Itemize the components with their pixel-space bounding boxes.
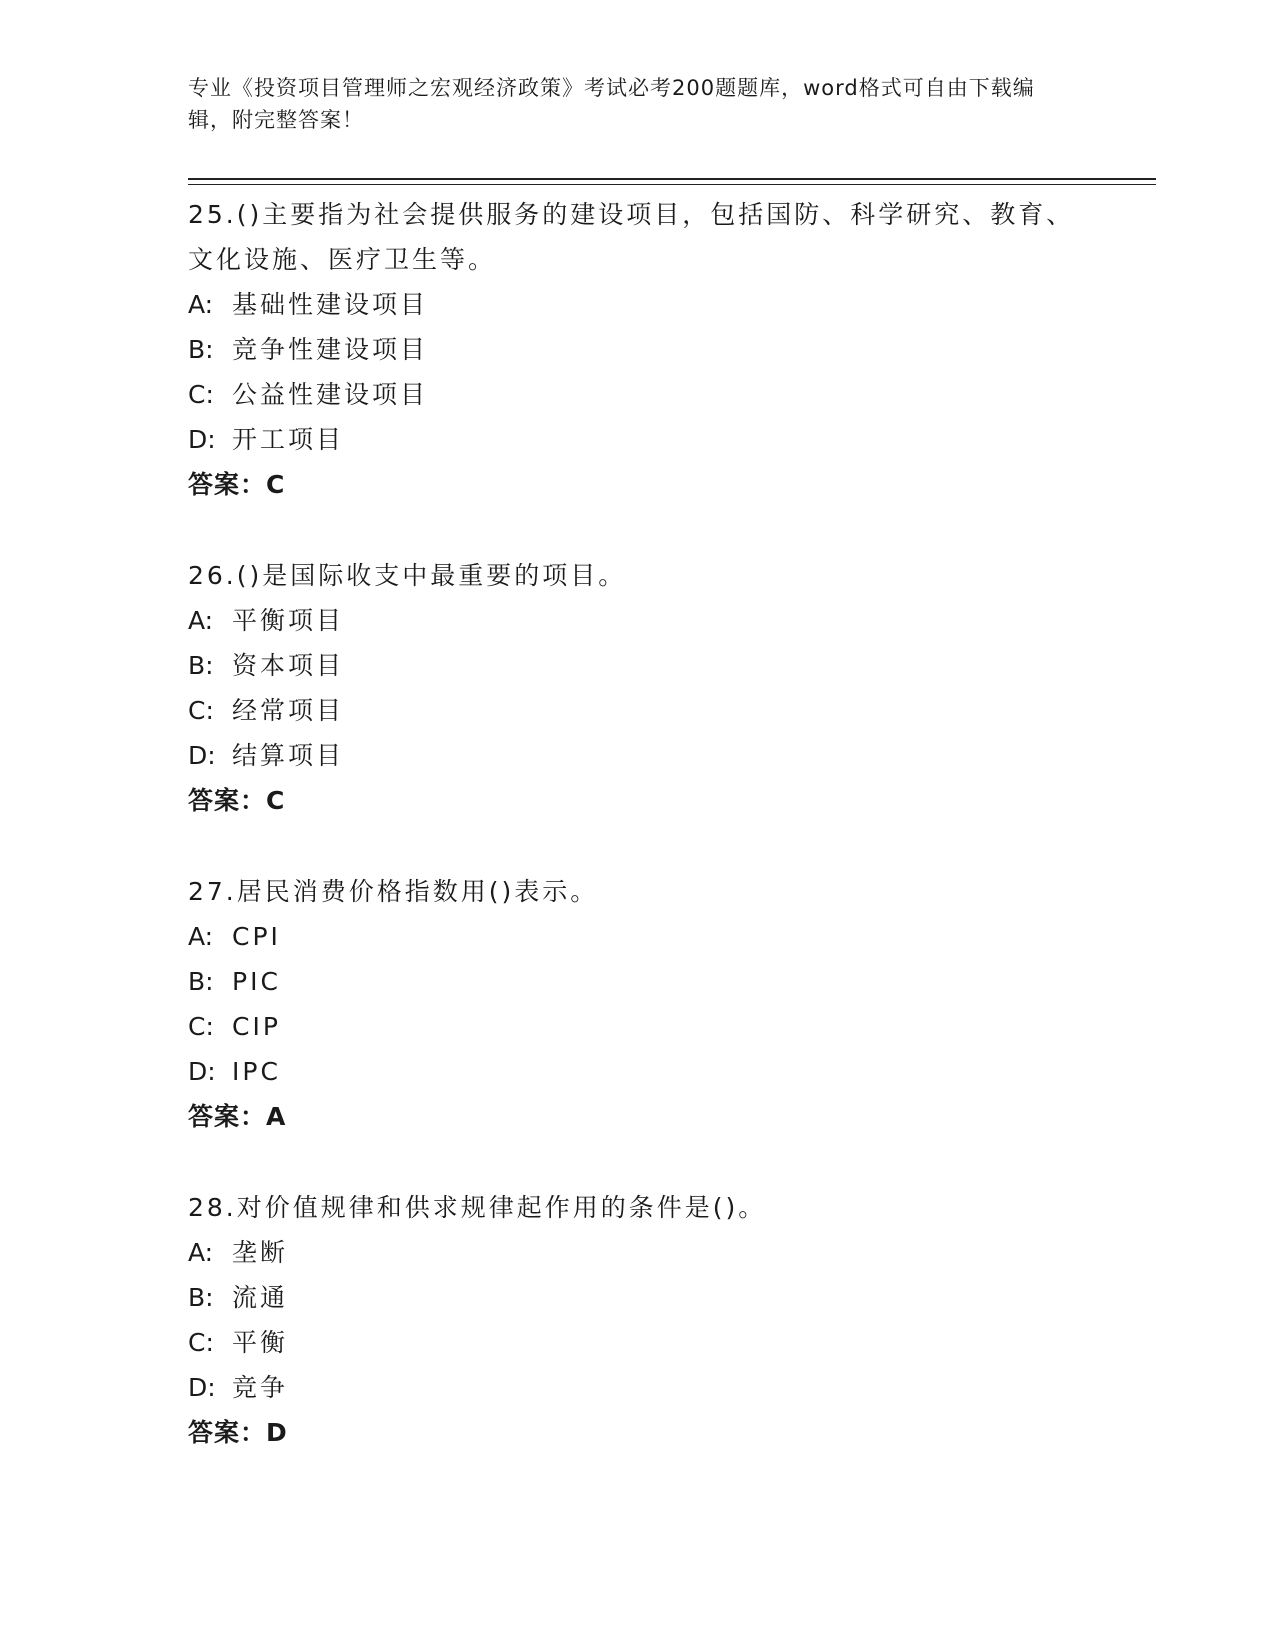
question-stem: 27.居民消费价格指数用()表示。 [188, 877, 599, 906]
option-key: D: [188, 1373, 216, 1402]
option-key: C: [188, 696, 214, 725]
answer-line: 答案：A [188, 1102, 287, 1131]
option-text: 结算项目 [232, 741, 345, 770]
header-rule-thick [188, 178, 1156, 180]
question-stem: 25.()主要指为社会提供服务的建设项目，包括国防、科学研究、教育、文化设施、医疗卫生等。 [188, 200, 1075, 274]
option-key: A: [188, 1238, 214, 1267]
option-text: 竞争 [232, 1373, 289, 1402]
option-c [188, 1320, 1088, 1365]
question-27 [188, 869, 1088, 1139]
option-a [188, 598, 1088, 643]
option-d [188, 1049, 1088, 1094]
option-c [188, 1004, 1088, 1049]
answer-line: 答案：C [188, 470, 286, 499]
option-key: A: [188, 290, 214, 319]
question-28 [188, 1185, 1088, 1455]
option-key: A: [188, 922, 214, 951]
option-a [188, 914, 1088, 959]
option-d [188, 1365, 1088, 1410]
question-list [188, 192, 1088, 1455]
option-key: D: [188, 425, 216, 454]
option-text: 经常项目 [232, 696, 345, 725]
option-key: B: [188, 967, 214, 996]
document-header: 专业《投资项目管理师之宏观经济政策》考试必考200题题库，word格式可自由下载编辑，附完整答案！ [188, 76, 1035, 132]
option-key: C: [188, 1012, 214, 1041]
option-text: IPC [232, 1057, 281, 1086]
option-b [188, 327, 1088, 372]
option-text: 竞争性建设项目 [232, 335, 429, 364]
option-text: 垄断 [232, 1238, 289, 1267]
question-stem: 26.()是国际收支中最重要的项目。 [188, 561, 627, 590]
option-text: 开工项目 [232, 425, 345, 454]
answer-line: 答案：C [188, 786, 286, 815]
option-text: 流通 [232, 1283, 289, 1312]
question-25 [188, 192, 1088, 507]
option-text: CPI [232, 922, 281, 951]
option-key: C: [188, 380, 214, 409]
option-text: 基础性建设项目 [232, 290, 429, 319]
option-text: 公益性建设项目 [232, 380, 429, 409]
question-26 [188, 553, 1088, 823]
option-key: B: [188, 335, 214, 364]
option-a [188, 1230, 1088, 1275]
option-b [188, 1275, 1088, 1320]
option-key: C: [188, 1328, 214, 1357]
answer-line: 答案：D [188, 1418, 288, 1447]
option-key: D: [188, 1057, 216, 1086]
option-text: 平衡 [232, 1328, 289, 1357]
option-text: CIP [232, 1012, 281, 1041]
option-a [188, 282, 1088, 327]
option-text: PIC [232, 967, 281, 996]
option-text: 资本项目 [232, 651, 345, 680]
question-stem: 28.对价值规律和供求规律起作用的条件是()。 [188, 1193, 767, 1222]
option-key: D: [188, 741, 216, 770]
option-key: A: [188, 606, 214, 635]
option-c [188, 688, 1088, 733]
option-b [188, 643, 1088, 688]
header-rule-thin [188, 184, 1156, 185]
option-key: B: [188, 1283, 214, 1312]
option-text: 平衡项目 [232, 606, 345, 635]
option-d [188, 733, 1088, 778]
option-c [188, 372, 1088, 417]
option-key: B: [188, 651, 214, 680]
option-b [188, 959, 1088, 1004]
option-d [188, 417, 1088, 462]
